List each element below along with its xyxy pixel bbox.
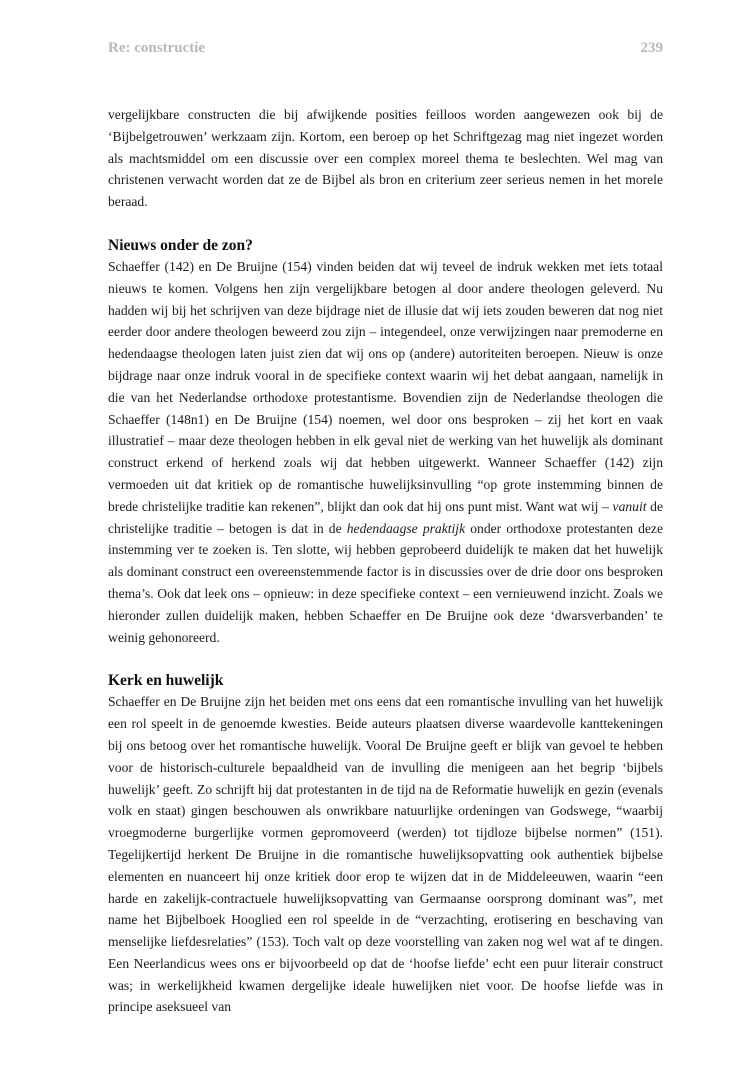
paragraph-kerk-en-huwelijk: Schaeffer en De Bruijne zijn het beiden met ons eens dat een romantische invulling van het huwelijk een rol speelt in de genoemde kwesties. Beide auteurs plaatsen diverse waardevolle kanttekeningen bij ons betoog over het romantische huwelijk. Vooral De Bruijne geeft er blijk van gevoel te hebben voor de historisch-culturele bepaaldheid van de invulling die menigeen aan het begrip ‘bijbels huwelijk’ geeft. Zo schrijft hij dat protestanten in de tijd na de Reformatie huwelijk en gezin (evenals volk en staat) gingen beschouwen als onwrikbare natuurlijke ordeningen van Godswege, “waarbij vroegmoderne burgerlijke vormen gepromoveerd (werden) tot tijdloze bijbelse normen” (151). Tegelijkertijd herkent De Bruijne in die romantische huwelijksopvatting ook authentiek bijbelse elementen en nuanceert hij onze kritiek door erop te wijzen dat in de Middeleeuwen, waarin “een harde en zakelijk-contractuele huwelijksopvatting van Germaanse oorsprong dominant was”, met name het Bijbelboek Hooglied een rol speelde in de “verzachting, erotisering en beschaving van menselijke liefdesrelaties” (153). Toch valt op deze voorstelling van zaken nog wel wat af te dingen. Een Neerlandicus wees ons er bijvoorbeeld op dat de ‘hoofse liefde’ echt een puur literair construct was; in werkelijkheid kwamen dergelijke ideale huwelijken niet voor. De hoofse liefde was in principe aseksueel van: [108, 694, 663, 1015]
body-text: [108, 104, 663, 1018]
paragraph-intro: vergelijkbare constructen die bij afwijkende posities feilloos worden aangewezen ook bij de ‘Bijbelgetrouwen’ werkzaam zijn. Kortom, een beroep op het Schriftgezag mag niet ingezet worden als machtsmiddel om een discussie over een complex moreel thema te beslechten. Wel mag van christenen verwacht worden dat ze de Bijbel als bron en criterium zeer serieus nemen in het morele beraad.: [108, 107, 663, 210]
paragraph-text-segment: Schaeffer (142) en De Bruijne (154) vinden beiden dat wij teveel de indruk wekken met iets totaal nieuws te komen. Volgens hen zijn vergelijkbare betogen al door andere theologen geleverd. Nu hadden wij bij het schrijven van deze bijdrage niet de illusie dat wij iets zouden beweren dat nog niet eerder door andere theologen beweerd zou zijn – integendeel, onze verwijzingen naar premoderne en hedendaagse theologen laten juist zien dat wij ons op (andere) autoriteiten beroepen. Nieuw is onze bijdrage naar onze indruk vooral in de specifieke context waarin wij het debat aangaan, namelijk in die van het Nederlandse orthodoxe protestantisme. Bovendien zijn de Nederlandse theologen die Schaeffer (148n1) en De Bruijne (154) noemen, wel door ons besproken – zij het kort en vaak illustratief – maar deze theologen hebben in elk geval niet de werking van het huwelijk als dominant construct erkend of herkend zoals wij dat hebben uitgewerkt. Wanneer Schaeffer (142) zijn vermoeden uit dat kritiek op de romantische huwelijksinvulling “op grote instemming binnen de brede christelijke traditie kan rekenen”, blijkt dan ook dat hij ons punt mist. Want wat wij –: [108, 258, 663, 514]
emphasis-vanuit: vanuit: [612, 498, 647, 514]
page-number: 239: [640, 40, 663, 56]
paragraph-text-segment: onder orthodoxe protestanten deze instemming ver te zoeken is. Ten slotte, wij hebben geprobeerd duidelijk te maken dat het huwelijk als dominant construct een overeenstemmende factor is in discussies over de drie door ons besproken thema’s. Ook dat leek ons – opnieuw: in deze specifieke context – een vernieuwend inzicht. Zoals we hieronder zullen duidelijk maken, hebben Schaeffer en De Bruijne ook deze ‘dwarsverbanden’ te weinig gehonoreerd.: [108, 520, 664, 645]
section-heading-nieuws-onder-de-zon: Nieuws onder de zon?: [108, 236, 253, 254]
running-header: [108, 40, 663, 62]
paragraph-nieuws-onder-de-zon: [108, 256, 663, 648]
emphasis-hedendaagse-praktijk: hedendaagse praktijk: [346, 520, 466, 536]
paragraph-text-segment: de christelijke traditie – betogen is dat in de: [108, 498, 664, 536]
section-heading-kerk-en-huwelijk: Kerk en huwelijk: [108, 672, 224, 690]
running-title: Re: constructie: [108, 40, 206, 56]
